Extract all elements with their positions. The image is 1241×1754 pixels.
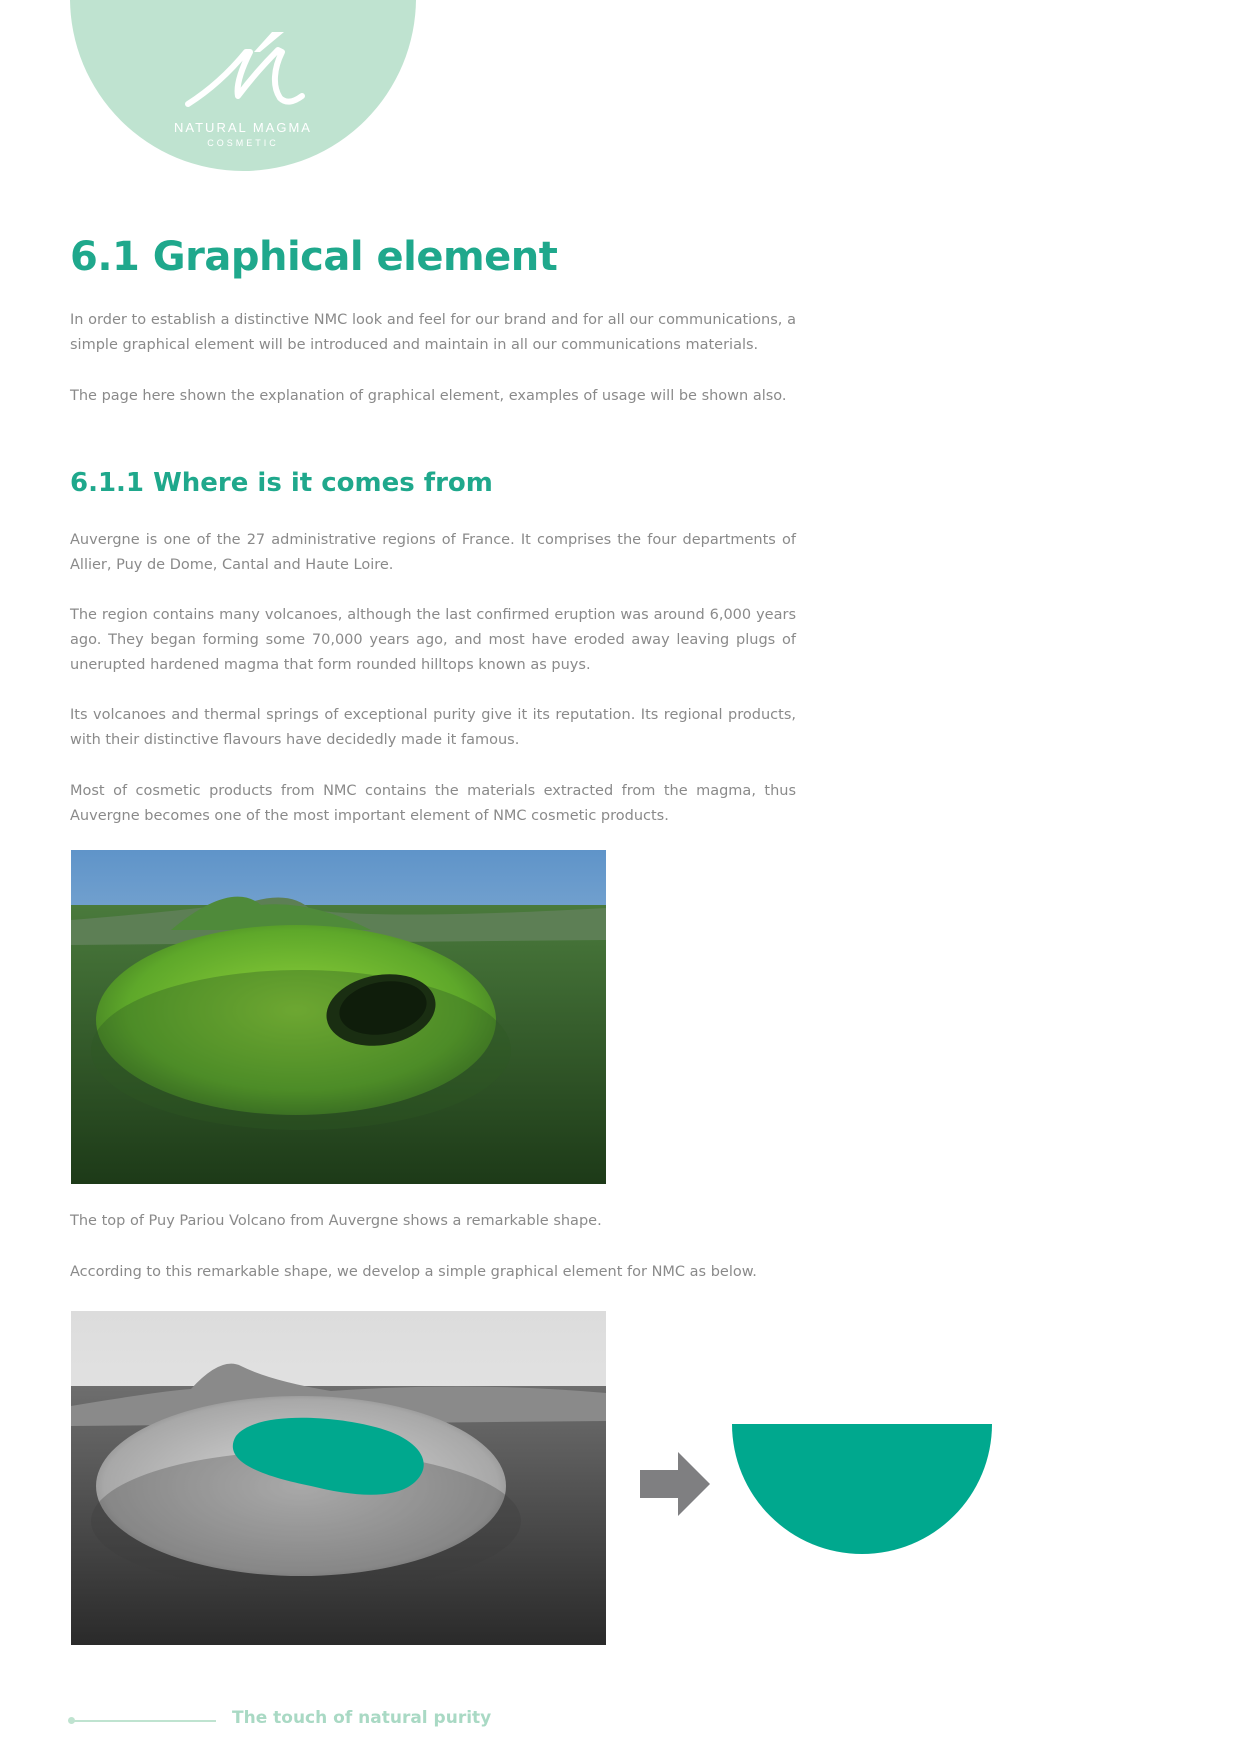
nmc-logo-mark-icon xyxy=(180,30,310,115)
footer-tagline: The touch of natural purity xyxy=(232,1708,492,1728)
subsection-title: 6.1.1 Where is it comes from xyxy=(70,468,493,498)
brand-sub: COSMETIC xyxy=(207,138,279,148)
footer-divider xyxy=(70,1720,216,1722)
body-paragraph-1: Auvergne is one of the 27 administrative regions of France. It comprises the four departments of Allier, Puy de Dome, Cantal and Haute Loire. xyxy=(70,532,796,573)
brand-name: NATURAL MAGMA xyxy=(174,120,312,135)
intro-paragraph-1: In order to establish a distinctive NMC look and feel for our brand and for all our communications, a simple graphical element will be introduced and maintain in all our communications materials. xyxy=(70,312,796,353)
body-paragraph-2: The region contains many volcanoes, although the last confirmed eruption was around 6,000 years ago. They began forming some 70,000 years ago, and most have eroded away leaving plugs of unerupted hardened magma that form rounded hilltops known as puys. xyxy=(70,607,796,673)
body-paragraph-3: Its volcanoes and thermal springs of exceptional purity give it its reputation. Its regional products, with their distinctive flavours have decidedly made it famous. xyxy=(70,707,796,748)
photo-caption-1: The top of Puy Pariou Volcano from Auvergne shows a remarkable shape. xyxy=(70,1213,602,1229)
body-paragraph-4: Most of cosmetic products from NMC contains the materials extracted from the magma, thus Auvergne becomes one of the most important element of NMC cosmetic products. xyxy=(70,783,796,824)
right-arrow-icon xyxy=(640,1452,710,1516)
intro-paragraph-2: The page here shown the explanation of graphical element, examples of usage will be shown also. xyxy=(70,388,787,404)
page-title: 6.1 Graphical element xyxy=(70,234,558,280)
volcano-photo-color xyxy=(71,850,606,1184)
volcano-photo-highlight xyxy=(71,1311,606,1645)
photo-caption-2: According to this remarkable shape, we develop a simple graphical element for NMC as below. xyxy=(70,1264,757,1280)
graphical-element-shape xyxy=(732,1424,992,1554)
